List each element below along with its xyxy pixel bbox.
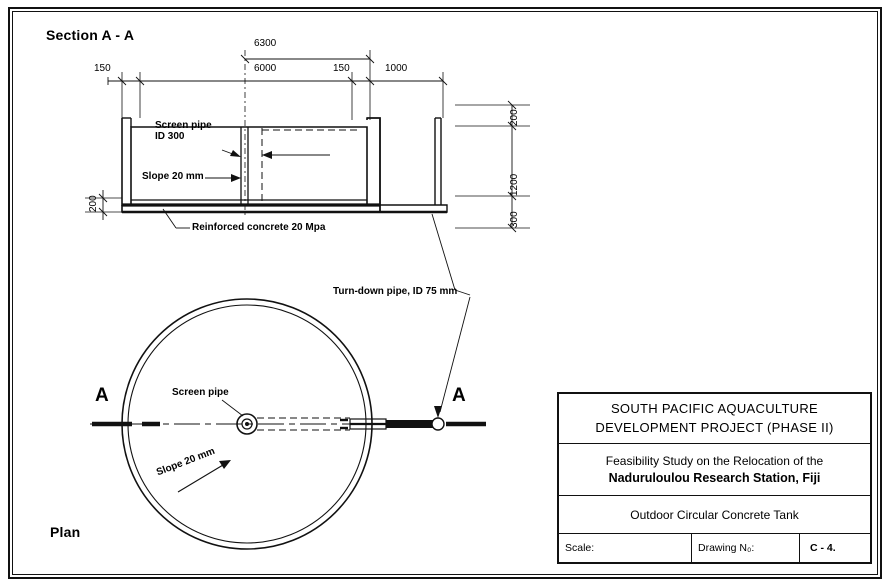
project-line-2: DEVELOPMENT PROJECT (PHASE II) xyxy=(595,419,834,435)
dim-wall-right-150: 150 xyxy=(333,63,350,74)
scale-label: Scale: xyxy=(565,542,595,554)
label-screen-pipe-line1: Screen pipe xyxy=(155,120,212,131)
dim-inner-6000: 6000 xyxy=(254,63,277,74)
label-slope-plan: Slope 20 mm xyxy=(155,445,217,479)
dim-slab-200: 200 xyxy=(88,195,99,212)
drawing-title: Outdoor Circular Concrete Tank xyxy=(630,507,799,522)
label-turn-down-pipe: Turn-down pipe, ID 75 mm xyxy=(333,286,458,297)
title-block-drawing-title xyxy=(559,496,870,534)
project-line-1: SOUTH PACIFIC AQUACULTURE xyxy=(610,400,819,416)
drawing-no-value-field xyxy=(800,534,870,562)
title-block-study xyxy=(559,444,870,496)
dim-wall-left-150: 150 xyxy=(94,63,111,74)
drawing-no-label: Drawing N₀: xyxy=(698,542,755,554)
dim-depth-300: 300 xyxy=(509,211,520,228)
plan-title: Plan xyxy=(50,524,81,540)
label-slope-section: Slope 20 mm xyxy=(142,171,204,182)
dim-outlet-1000: 1000 xyxy=(385,63,408,74)
study-line-1: Feasibility Study on the Relocation of the xyxy=(605,453,824,468)
label-screen-pipe-line2: ID 300 xyxy=(155,131,185,142)
section-mark-left-a: A xyxy=(95,385,109,406)
label-screen-pipe-plan: Screen pipe xyxy=(172,387,229,398)
title-block-project xyxy=(559,394,870,444)
section-mark-right-a: A xyxy=(452,385,466,406)
dim-depth-1200: 1200 xyxy=(509,173,520,196)
dim-depth-200: 200 xyxy=(509,109,520,126)
study-line-2: Naduruloulou Research Station, Fiji xyxy=(608,470,821,485)
label-reinforced-concrete: Reinforced concrete 20 Mpa xyxy=(192,222,326,233)
drawing-no-value: C - 4. xyxy=(810,542,836,554)
title-block xyxy=(557,392,872,564)
scale-field xyxy=(559,534,692,562)
title-block-footer xyxy=(559,534,870,562)
drawing-no-field xyxy=(692,534,800,562)
dim-overall-6300: 6300 xyxy=(254,38,277,49)
section-title: Section A - A xyxy=(46,27,135,43)
